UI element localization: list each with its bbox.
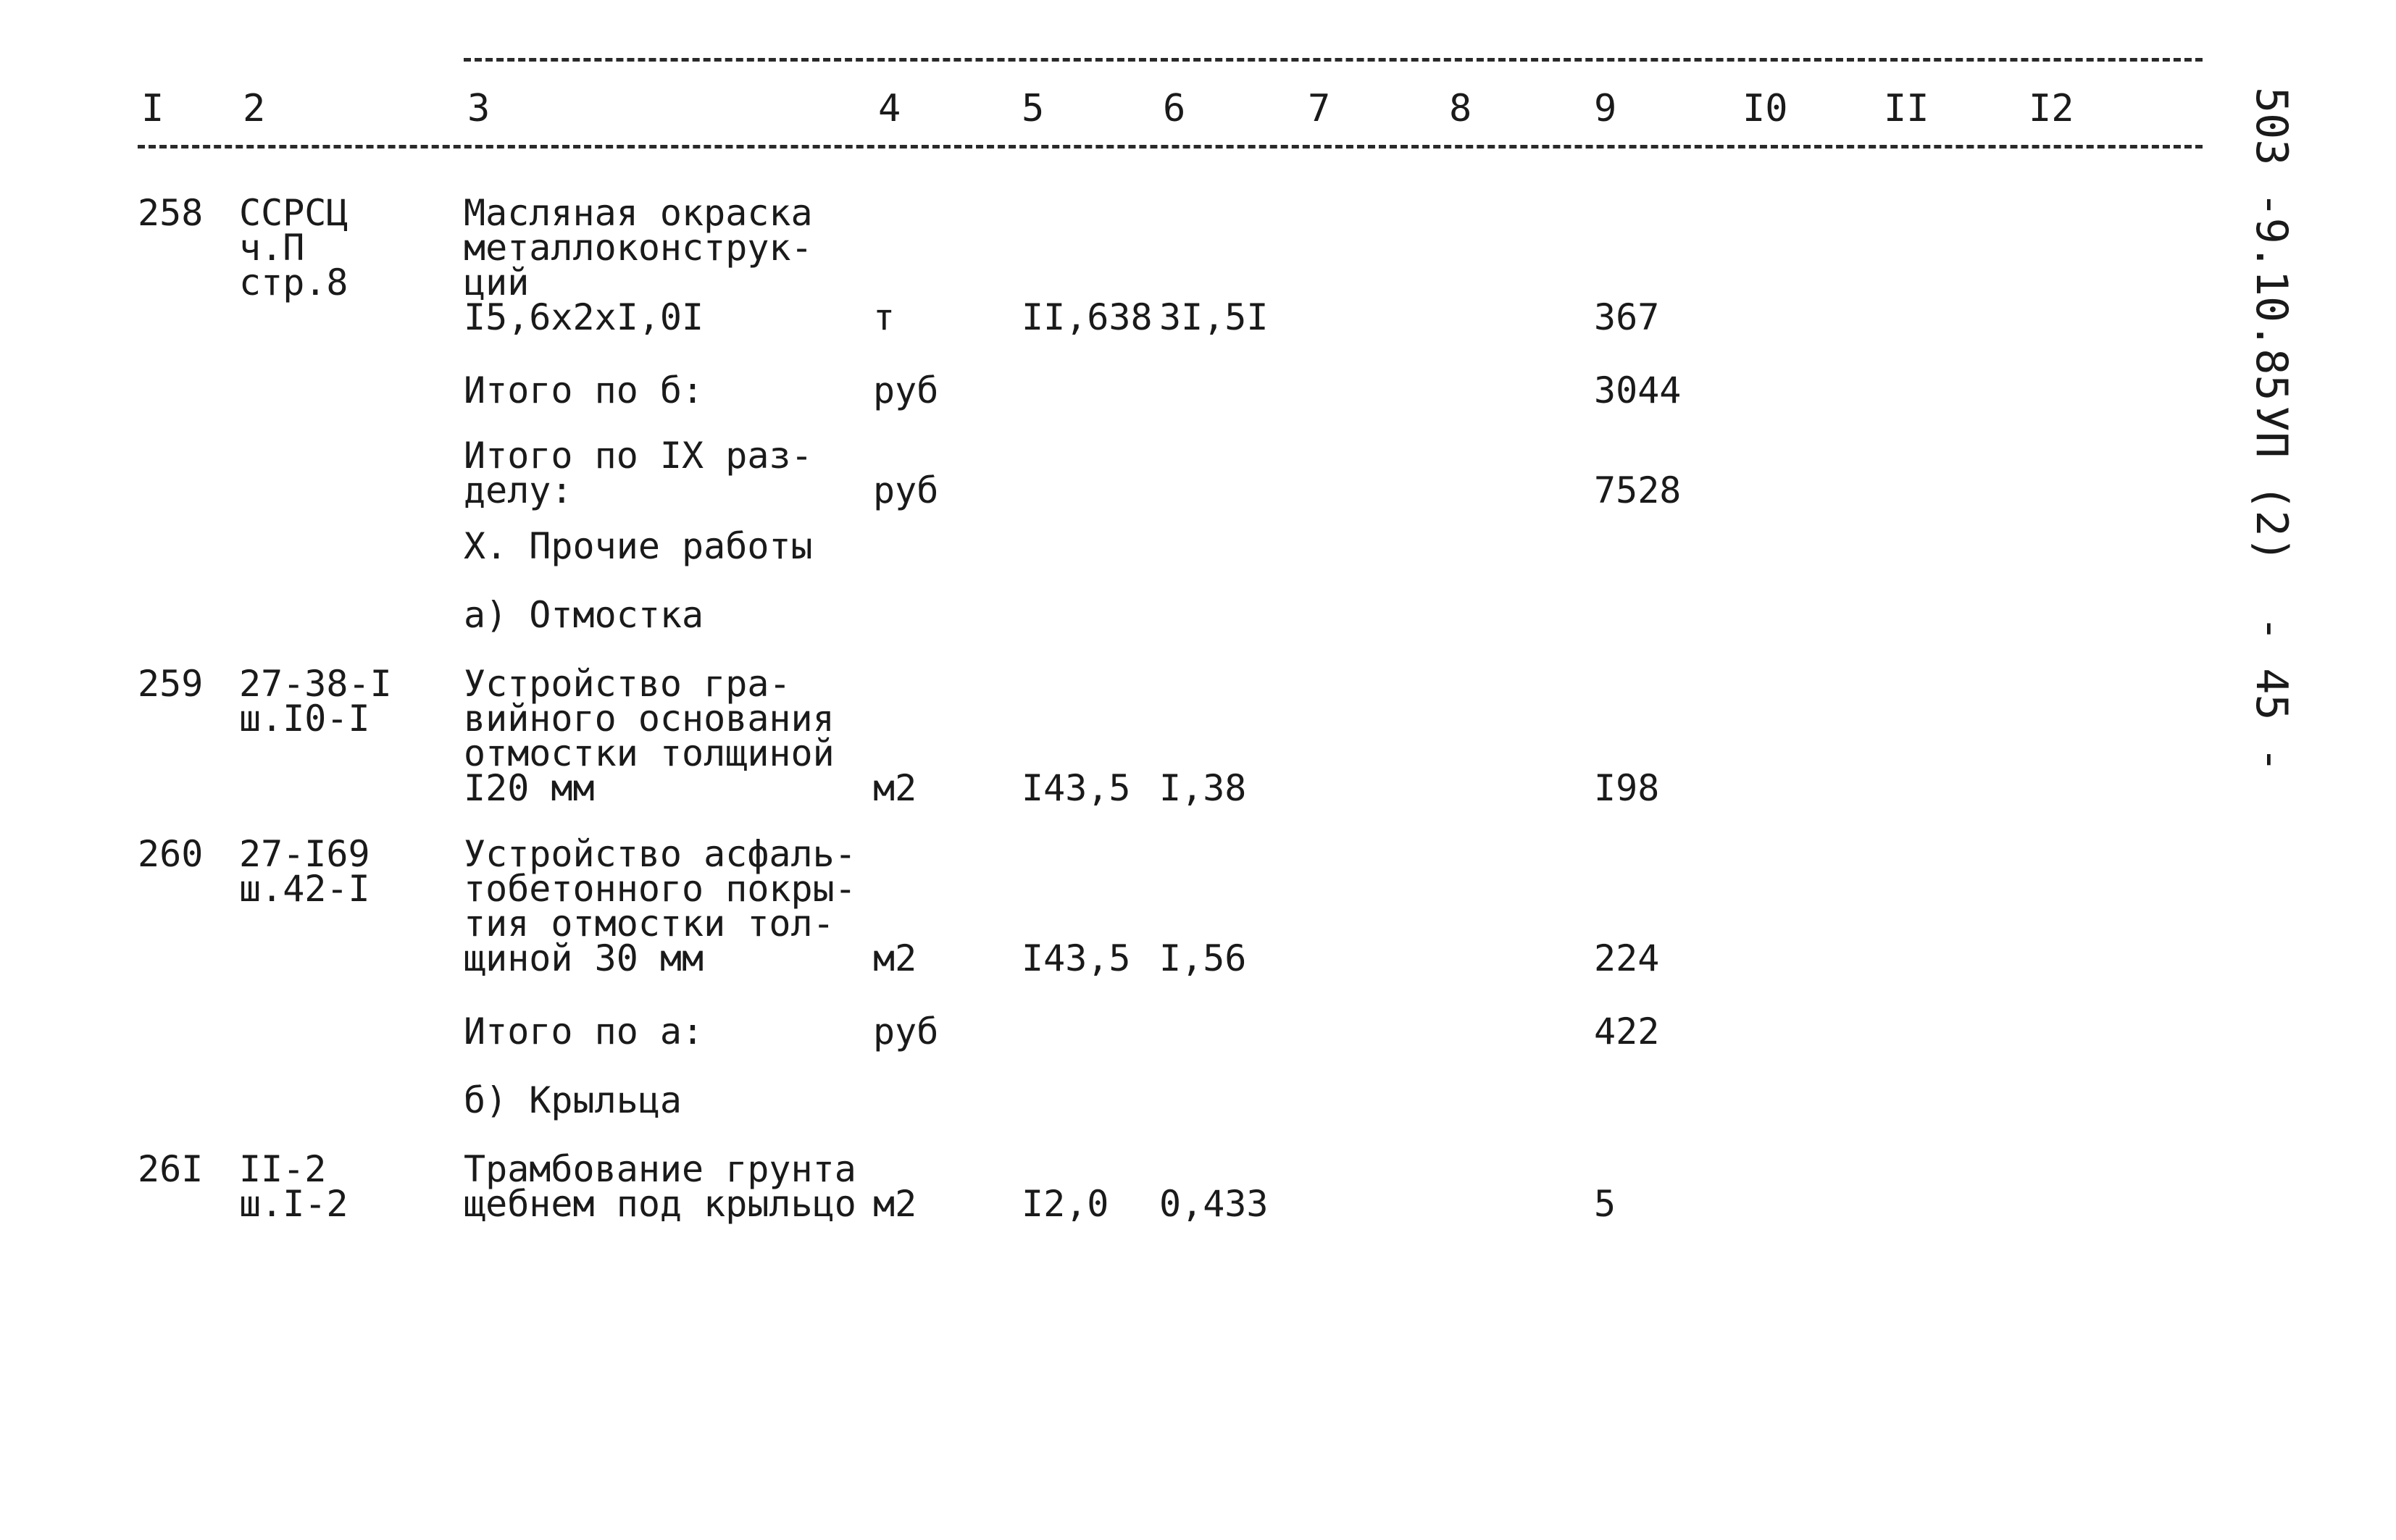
page-number: - 45 - bbox=[2246, 616, 2297, 773]
work-description bbox=[464, 594, 704, 636]
sheet-label: УП (2) bbox=[2246, 406, 2297, 563]
work-description-line: Трамбование грунта bbox=[464, 1148, 856, 1190]
work-description-line: отмостки толщиной bbox=[464, 732, 835, 774]
quantity: I43,5 bbox=[1022, 767, 1131, 809]
norm-code bbox=[239, 833, 370, 910]
work-description-line: I5,6х2хI,0I bbox=[464, 296, 704, 338]
work-description-line: I20 мм bbox=[464, 767, 595, 809]
unit-price: I,56 bbox=[1159, 937, 1247, 979]
total-cost: I98 bbox=[1594, 767, 1660, 809]
work-description-line: тия отмостки тол- bbox=[464, 903, 835, 945]
norm-code-line: ш.42-I bbox=[239, 868, 370, 910]
work-description bbox=[464, 525, 813, 567]
total-cost: 367 bbox=[1594, 296, 1660, 338]
col-header-7: 7 bbox=[1308, 87, 1331, 130]
work-description-line: металлоконструк- bbox=[464, 227, 813, 269]
total-cost: 3044 bbox=[1594, 369, 1682, 411]
quantity: I43,5 bbox=[1022, 937, 1131, 979]
work-description-line: вийного основания bbox=[464, 698, 835, 740]
col-header-6: 6 bbox=[1163, 87, 1186, 130]
col-header-5: 5 bbox=[1022, 87, 1045, 130]
total-cost: 224 bbox=[1594, 937, 1660, 979]
unit: руб bbox=[873, 1010, 939, 1053]
col-header-2: 2 bbox=[243, 87, 266, 130]
work-description-line: Масляная окраска bbox=[464, 192, 813, 234]
norm-code-line: II-2 bbox=[239, 1148, 327, 1190]
row-number: 258 bbox=[138, 192, 204, 234]
row-number: 260 bbox=[138, 833, 204, 875]
total-cost: 7528 bbox=[1594, 469, 1682, 511]
unit: м2 bbox=[873, 767, 917, 809]
quantity: II,638 bbox=[1022, 296, 1153, 338]
col-header-4: 4 bbox=[878, 87, 901, 130]
norm-code-line: стр.8 bbox=[239, 261, 348, 304]
work-description-line: щебнем под крыльцо bbox=[464, 1183, 856, 1225]
work-description-line: Итого по а: bbox=[464, 1010, 704, 1053]
col-header-12: I2 bbox=[2029, 87, 2074, 130]
top-rule bbox=[464, 58, 2203, 62]
total-cost: 5 bbox=[1594, 1183, 1616, 1225]
work-description-line: б) Крыльца bbox=[464, 1079, 683, 1121]
unit: руб bbox=[873, 469, 939, 511]
work-description bbox=[464, 1079, 683, 1121]
unit: м2 bbox=[873, 937, 917, 979]
work-description bbox=[464, 435, 813, 511]
work-description-line: Устройство гра- bbox=[464, 663, 791, 705]
norm-code-line: ч.П bbox=[239, 227, 305, 269]
unit: т bbox=[873, 296, 896, 338]
work-description-line: Итого по IX раз- bbox=[464, 435, 813, 477]
col-header-10: I0 bbox=[1742, 87, 1788, 130]
work-description-line: тобетонного покры- bbox=[464, 868, 856, 910]
unit-price: I,38 bbox=[1159, 767, 1247, 809]
header-rule bbox=[138, 145, 2203, 148]
work-description-line: щиной 30 мм bbox=[464, 937, 704, 979]
col-header-3: 3 bbox=[467, 87, 491, 130]
work-description-line: а) Отмостка bbox=[464, 594, 704, 636]
norm-code-line: ш.I-2 bbox=[239, 1183, 348, 1225]
row-number: 259 bbox=[138, 663, 204, 705]
row-number: 26I bbox=[138, 1148, 204, 1190]
work-description bbox=[464, 833, 856, 979]
quantity: I2,0 bbox=[1022, 1183, 1109, 1225]
unit-price: 3I,5I bbox=[1159, 296, 1269, 338]
work-description-line: ций bbox=[464, 261, 530, 304]
norm-code bbox=[239, 192, 348, 304]
work-description bbox=[464, 1148, 856, 1225]
document-code: 503 -9.10.85 bbox=[2246, 87, 2297, 401]
unit: руб bbox=[873, 369, 939, 411]
col-header-1: I bbox=[141, 87, 164, 130]
norm-code bbox=[239, 1148, 348, 1225]
work-description bbox=[464, 369, 704, 411]
unit: м2 bbox=[873, 1183, 917, 1225]
work-description bbox=[464, 1010, 704, 1053]
work-description-line: Х. Прочие работы bbox=[464, 525, 813, 567]
norm-code-line: ССРСЦ bbox=[239, 192, 348, 234]
norm-code-line: 27-38-I bbox=[239, 663, 392, 705]
col-header-9: 9 bbox=[1594, 87, 1617, 130]
col-header-8: 8 bbox=[1449, 87, 1472, 130]
work-description-line: Итого по б: bbox=[464, 369, 704, 411]
unit-price: 0,433 bbox=[1159, 1183, 1269, 1225]
work-description bbox=[464, 663, 835, 809]
total-cost: 422 bbox=[1594, 1010, 1660, 1053]
norm-code bbox=[239, 663, 392, 740]
col-header-11: II bbox=[1884, 87, 1929, 130]
work-description bbox=[464, 192, 813, 338]
work-description-line: делу: bbox=[464, 469, 573, 511]
work-description-line: Устройство асфаль- bbox=[464, 833, 856, 875]
norm-code-line: 27-I69 bbox=[239, 833, 370, 875]
norm-code-line: ш.I0-I bbox=[239, 698, 370, 740]
